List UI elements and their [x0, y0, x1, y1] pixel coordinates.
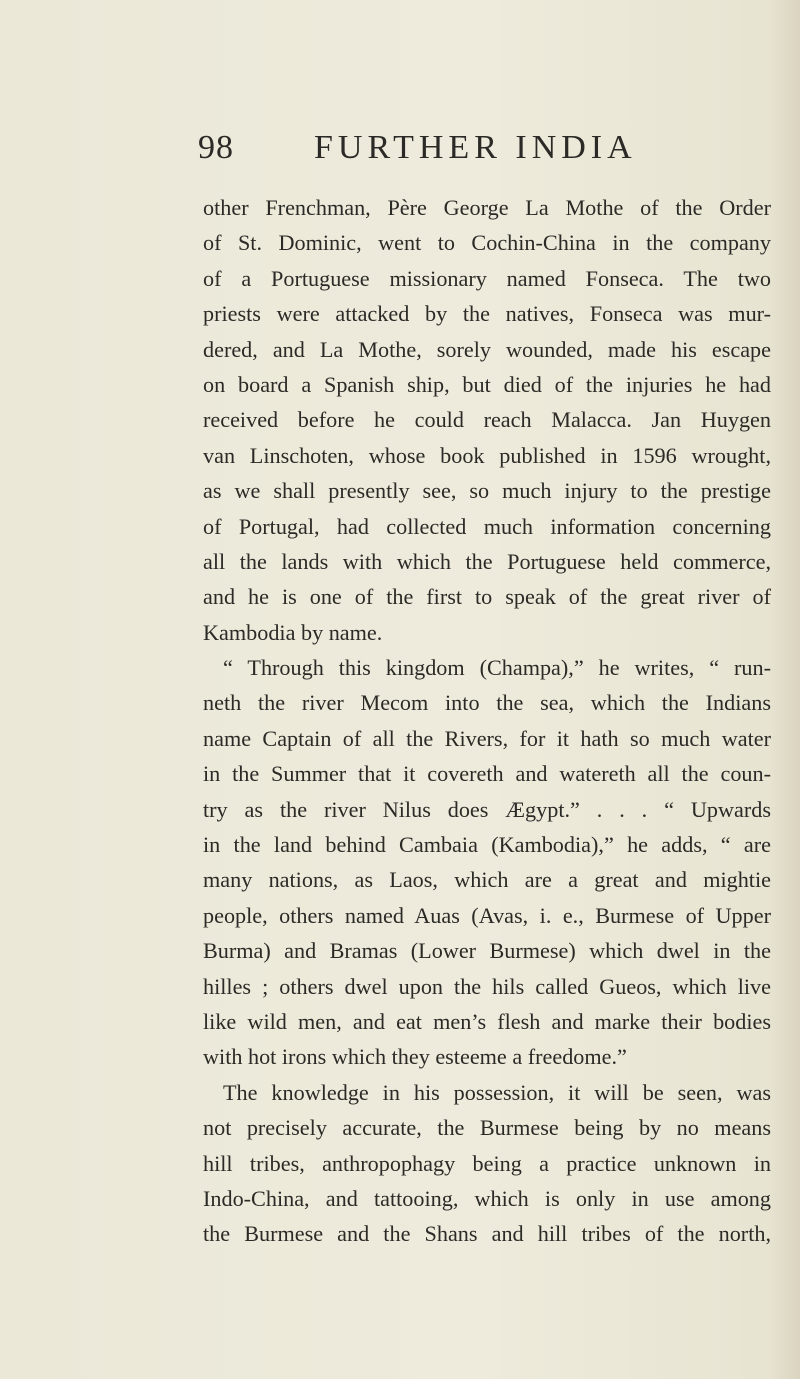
text-line: Kambodia by name.: [203, 619, 383, 645]
text-line: in the land behind Cambaia (Kambodia),” he adds, “ are: [203, 832, 771, 858]
text-line: of Portugal, had collected much information concerning: [203, 513, 771, 539]
text-line: like wild men, and eat men’s flesh and marke their bodies: [203, 1008, 771, 1034]
text-line: many nations, as Laos, which are a great and mightie: [203, 867, 771, 893]
text-line: hilles ; others dwel upon the hils called Gueos, which live: [203, 973, 771, 999]
page-number: 98: [198, 129, 234, 166]
text-line: Indo-China, and tattooing, which is only in use among: [203, 1185, 771, 1211]
text-line: all the lands with which the Portuguese held commerce,: [203, 548, 771, 574]
text-line: neth the river Mecom into the sea, which the Indians: [203, 690, 771, 716]
text-line: priests were attacked by the natives, Fonseca was mur-: [203, 301, 771, 327]
text-line: the Burmese and the Shans and hill tribes of the north,: [203, 1221, 771, 1247]
text-line: The knowledge in his possession, it will be seen, was: [223, 1079, 771, 1105]
text-line: as we shall presently see, so much injury to the prestige: [203, 478, 771, 504]
text-line: not precisely accurate, the Burmese being by no means: [203, 1115, 771, 1141]
text-line: of St. Dominic, went to Cochin-China in the company: [203, 230, 771, 256]
text-line: on board a Spanish ship, but died of the injuries he had: [203, 371, 771, 397]
text-line: Burma) and Bramas (Lower Burmese) which dwel in the: [203, 938, 771, 964]
body-text: [203, 190, 771, 1252]
text-line: other Frenchman, Père George La Mothe of the Order: [203, 195, 771, 220]
text-line: people, others named Auas (Avas, i. e., Burmese of Upper: [203, 902, 771, 928]
text-line: van Linschoten, whose book published in 1596 wrought,: [203, 442, 771, 468]
text-line: of a Portuguese missionary named Fonseca. The two: [203, 265, 771, 291]
text-line: try as the river Nilus does Ægypt.” . . . “ Upwards: [203, 796, 771, 822]
text-line: received before he could reach Malacca. Jan Huygen: [203, 407, 771, 433]
text-line: with hot irons which they esteeme a freedome.”: [203, 1044, 627, 1070]
running-head: FURTHER INDIA: [314, 129, 637, 166]
text-line: hill tribes, anthropophagy being a practice unknown in: [203, 1150, 771, 1176]
text-line: “ Through this kingdom (Champa),” he writes, “ run-: [223, 655, 771, 681]
text-line: and he is one of the first to speak of the great river of: [203, 584, 771, 610]
text-line: name Captain of all the Rivers, for it hath so much water: [203, 725, 771, 751]
page-header: [198, 128, 658, 168]
text-line: dered, and La Mothe, sorely wounded, made his escape: [203, 336, 771, 362]
text-line: in the Summer that it covereth and watereth all the coun-: [203, 761, 771, 787]
